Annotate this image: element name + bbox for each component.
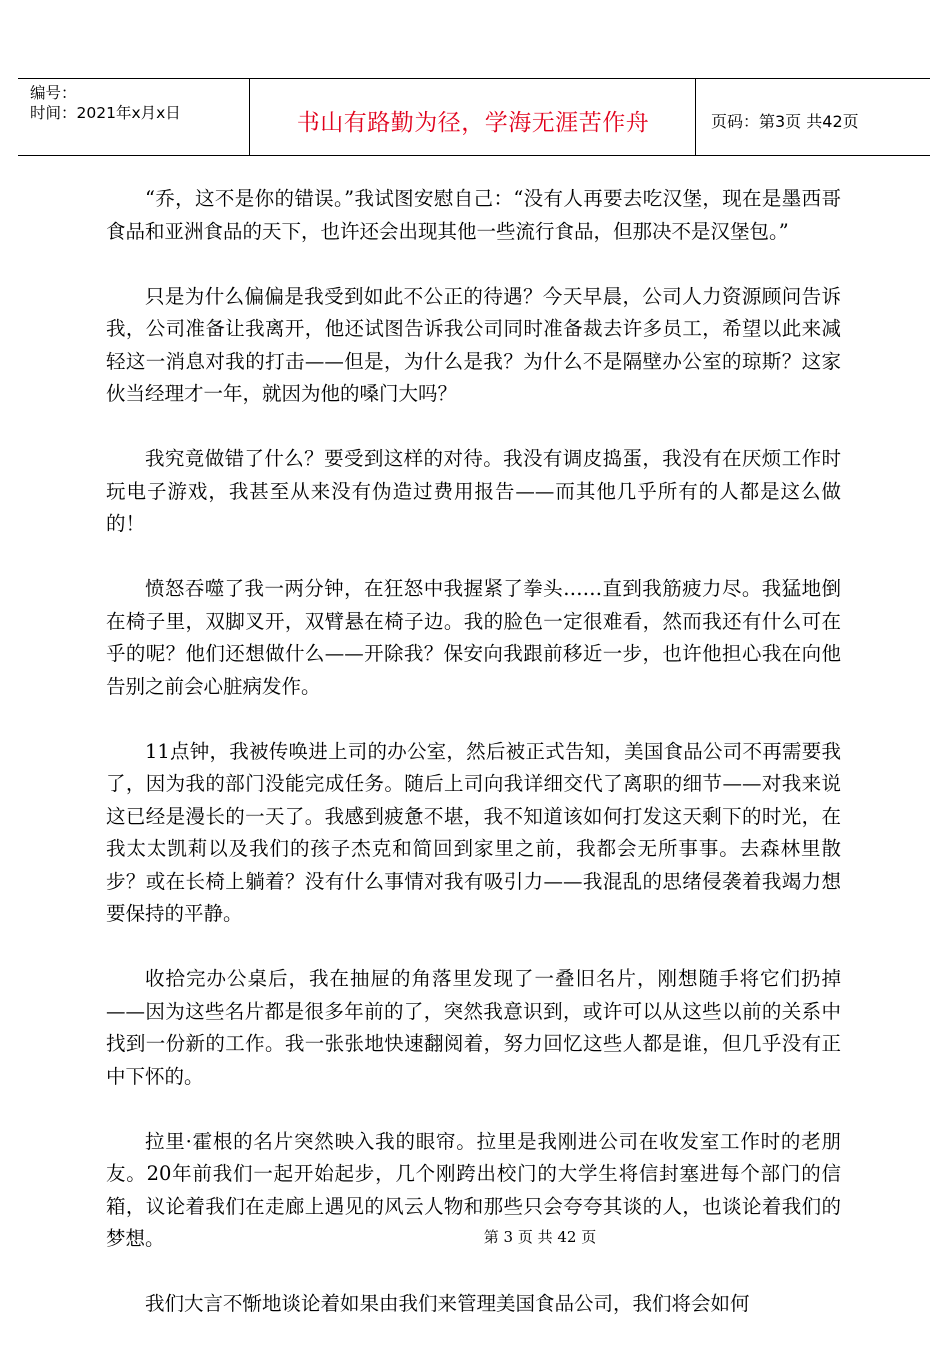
paragraph: 11点钟，我被传唤进上司的办公室，然后被正式告知，美国食品公司不再需要我了，因为我的部门没能完成任务。随后上司向我详细交代了离职的细节——对我来说这已经是漫长的一天了。我感到疲惫不堪，我不知道该如何打发这天剩下的时光，在我太太凯莉以及我们的孩子杰克和简回到家里之前，我都会无所事事。去森林里散步？或在长椅上躺着？没有什么事情对我有吸引力——我混乱的思绪侵袭着我竭力想要保持的平静。 — [106, 739, 841, 925]
paragraph: 我究竟做错了什么？要受到这样的对待。我没有调皮捣蛋，我没有在厌烦工作时玩电子游戏，我甚至从来没有伪造过费用报告——而其他几乎所有的人都是这么做的！ — [106, 447, 841, 535]
paragraph: 愤怒吞噬了我一两分钟，在狂怒中我握紧了拳头……直到我筋疲力尽。我猛地倒在椅子里，双脚叉开，双臂悬在椅子边。我的脸色一定很难看，然而我还有什么可在乎的呢？他们还想做什么——开除我？保安向我跟前移近一步，也许他担心我在向他告别之前会心脏病发作。 — [106, 577, 841, 698]
page-footer: 第 3 页 共 42 页 — [483, 1228, 597, 1246]
time-label: 时间：2021年x月x日 — [30, 104, 181, 122]
paragraph: 我们大言不惭地谈论着如果由我们来管理美国食品公司，我们将会如何 — [145, 1292, 750, 1315]
paragraph: “乔，这不是你的错误。”我试图安慰自己：“没有人再要去吃汉堡，现在是墨西哥食品和亚洲食品的天下，也许还会出现其他一些流行食品，但那决不是汉堡包。” — [106, 187, 841, 243]
paragraph: 只是为什么偏偏是我受到如此不公正的待遇？今天早晨，公司人力资源顾问告诉我，公司准备让我离开，他还试图告诉我公司同时准备裁去许多员工，希望以此来减轻这一消息对我的打击——但是，为什么是我？为什么不是隔壁办公室的琼斯？这家伙当经理才一年，就因为他的嗓门大吗？ — [106, 284, 841, 405]
number-label: 编号： — [30, 84, 77, 102]
paragraph: 拉里·霍根的名片突然映入我的眼帘。拉里是我刚进公司在收发室工作时的老朋友。20年前我们一起开始起步，几个刚跨出校门的大学生将信封塞进每个部门的信箱，议论着我们在走廊上遇见的风云人物和那些只会夸夸其谈的人，也谈论着我们的梦想。 — [106, 1129, 841, 1250]
header-motto: 书山有路勤为径，学海无涯苦作舟 — [251, 79, 696, 155]
header-page-info: 页码：第3页 共42页 — [711, 111, 859, 131]
header-meta — [18, 79, 250, 155]
document-body — [106, 183, 841, 1353]
paragraph: 收拾完办公桌后，我在抽屉的角落里发现了一叠旧名片，刚想随手将它们扔掉——因为这些名片都是很多年前的了，突然我意识到，或许可以从这些以前的关系中找到一份新的工作。我一张张地快速翻阅着，努力回忆这些人都是谁，但几乎没有正中下怀的。 — [106, 967, 841, 1088]
page-header — [18, 78, 930, 156]
